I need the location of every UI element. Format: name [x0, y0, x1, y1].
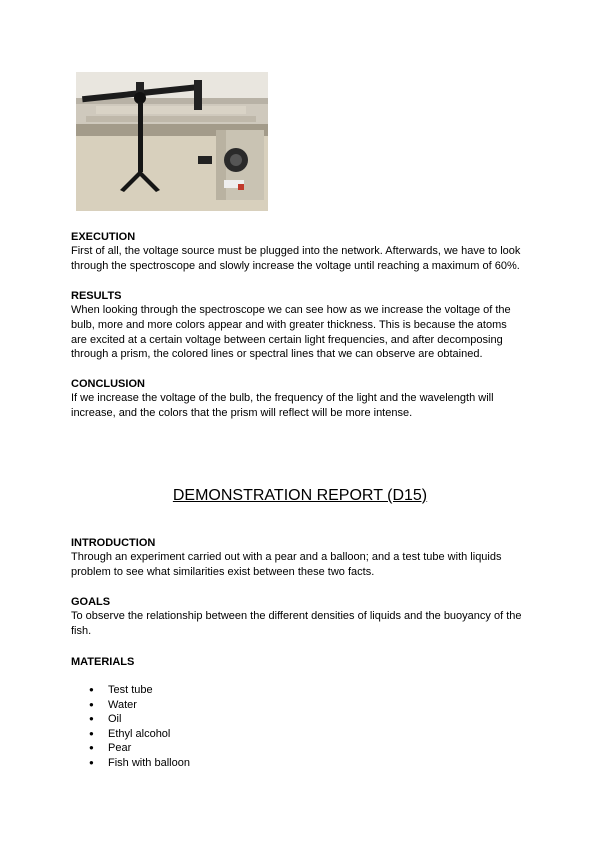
results-line: bulb, more and more colors appear and with greater thickness. This is because the atoms [71, 318, 507, 331]
results-line: are excited at a certain voltage between certain light frequencies, and after decomposing [71, 333, 503, 346]
goals-line: To observe the relationship between the different densities of liquids and the buoyancy of the [71, 610, 522, 622]
conclusion-heading: CONCLUSION [71, 378, 145, 390]
execution-heading: EXECUTION [71, 231, 136, 243]
conclusion-line: increase, and the colors that the prism will reflect will be more intense. [71, 406, 413, 419]
results-heading: RESULTS [71, 290, 122, 302]
list-item: ● Water [72, 698, 190, 713]
list-item: ● Oil [72, 712, 190, 727]
results-line: When looking through the spectroscope we can see how as we increase the voltage of the [71, 304, 511, 316]
page-title: DEMONSTRATION REPORT (D15) [172, 487, 428, 504]
execution-line: through the spectroscope and slowly increase the voltage until reaching a maximum of 60%. [71, 259, 520, 272]
list-item: ● Pear [72, 741, 190, 756]
introduction-line: problem to see what similarities exist between these two facts. [71, 565, 375, 578]
introduction-line: Through an experiment carried out with a pear and a balloon; and a test tube with liquids [71, 551, 502, 563]
results-line: through a prism, the colored lines or spectral lines that we can observe are obtained. [71, 348, 483, 361]
goals-line: fish. [71, 624, 92, 637]
execution-line: First of all, the voltage source must be plugged into the network. Afterwards, we have to look [71, 245, 521, 257]
conclusion-line: If we increase the voltage of the bulb, the frequency of the light and the wavelength will [71, 392, 494, 404]
materials-heading: MATERIALS [71, 656, 135, 668]
materials-list [72, 683, 190, 771]
execution-section [71, 230, 531, 274]
introduction-heading: INTRODUCTION [71, 537, 156, 549]
materials-section [71, 655, 531, 669]
results-section [71, 289, 531, 362]
list-item: ● Fish with balloon [72, 756, 190, 771]
goals-section [71, 595, 531, 639]
goals-heading: GOALS [71, 596, 111, 608]
spectroscope-photo [76, 72, 268, 211]
introduction-section [71, 536, 531, 580]
conclusion-section [71, 377, 531, 421]
list-item: ● Ethyl alcohol [72, 727, 190, 742]
list-item: ● Test tube [72, 683, 190, 698]
